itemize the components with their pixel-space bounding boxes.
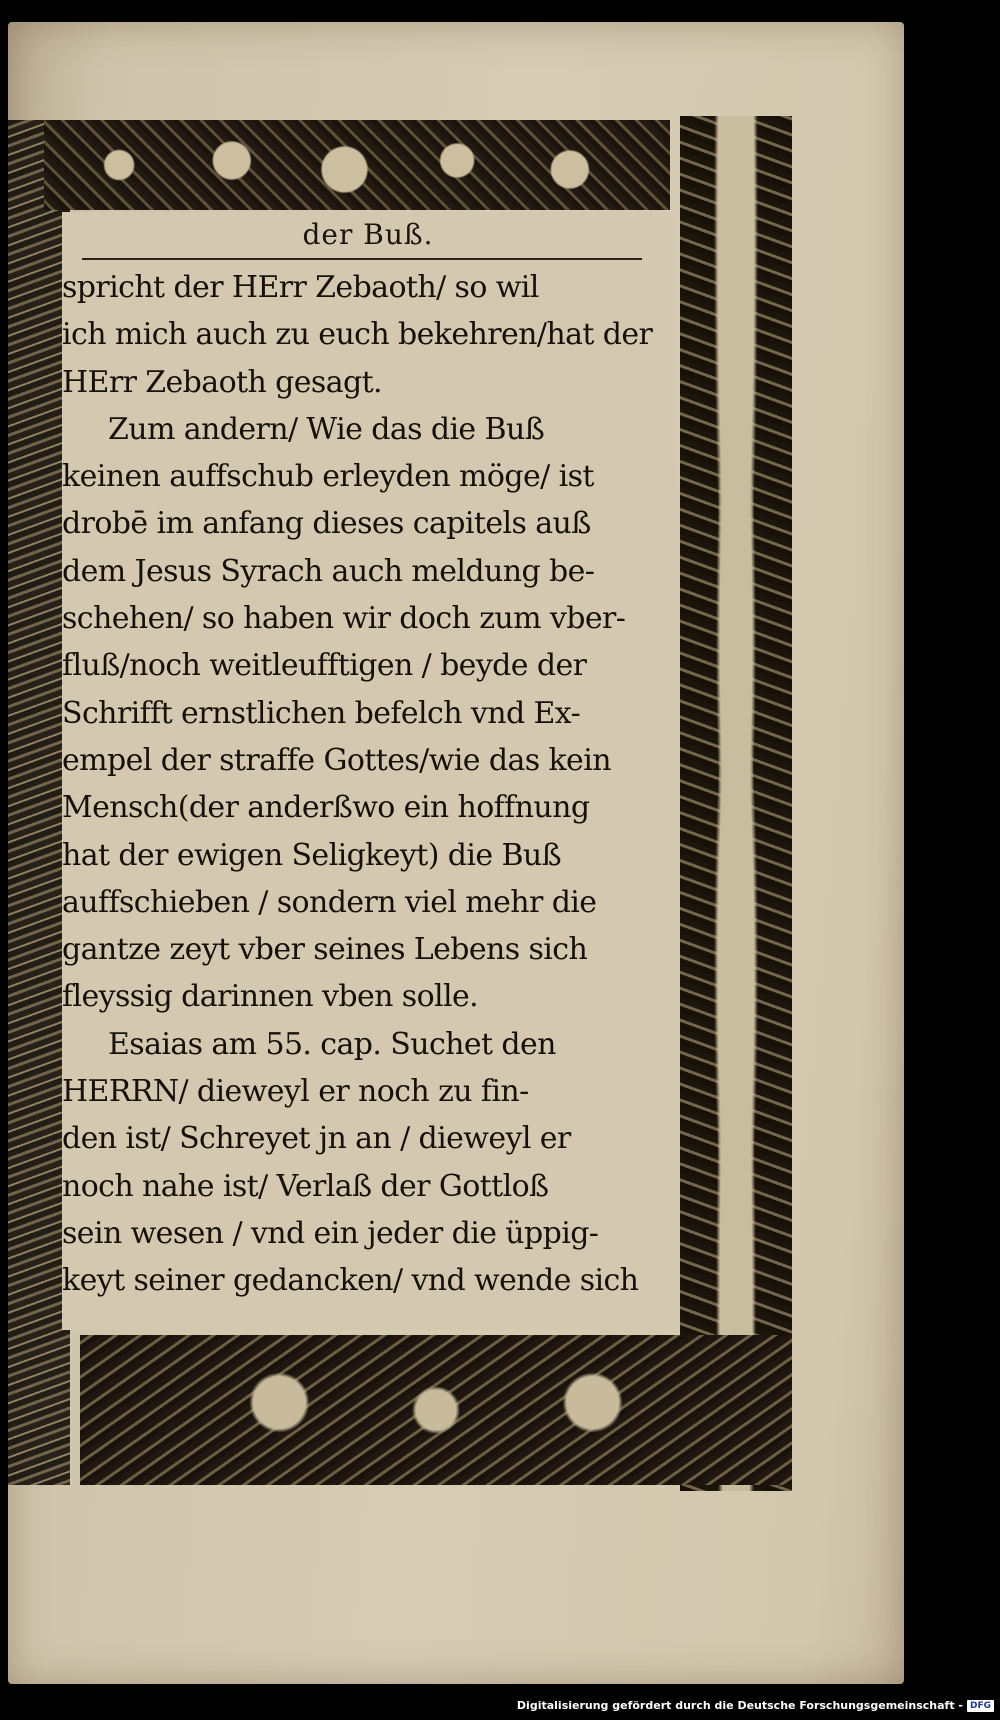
text-line: Esaias am 55. cap. Suchet den	[108, 1026, 556, 1062]
left-ornament-border	[8, 120, 70, 1485]
text-line: dem Jesus Syrach auch meldung be-	[62, 553, 595, 589]
text-line: hat der ewigen Seligkeyt) die Buß	[62, 837, 562, 873]
text-line: fluß/noch weitleufftigen / beyde der	[62, 648, 587, 684]
dfg-logo: DFG	[967, 1700, 994, 1712]
text-line: fleyssig darinnen vben solle.	[62, 979, 479, 1015]
text-line: empel der straffe Gottes/wie das kein	[62, 742, 611, 778]
top-ornament-band	[44, 120, 670, 210]
bottom-ornament-band	[80, 1335, 792, 1485]
text-line: auffschieben / sondern viel mehr die	[62, 884, 597, 920]
running-header: der Buß.	[302, 218, 434, 251]
text-line: Mensch(der anderßwo ein hoffnung	[62, 790, 590, 826]
text-line: noch nahe ist/ Verlaß der Gottloß	[62, 1168, 549, 1204]
text-line: HERRN/ dieweyl er noch zu fin-	[62, 1074, 529, 1110]
text-line: schehen/ so haben wir doch zum vber-	[62, 601, 626, 637]
text-block	[62, 212, 674, 1330]
text-line: Schrifft ernstlichen befelch vnd Ex-	[62, 695, 581, 731]
text-line: gantze zeyt vber seines Lebens sich	[62, 932, 588, 968]
header-rule	[82, 258, 642, 260]
text-line: keyt seiner gedancken/ vnd wende sich	[62, 1263, 639, 1299]
right-ornament-border	[680, 116, 792, 1491]
text-line: ich mich auch zu euch bekehren/hat der	[62, 317, 653, 353]
text-line: sein wesen / vnd ein jeder die üppig-	[62, 1215, 599, 1251]
footer-text: Digitalisierung gefördert durch die Deutsche Forschungsgemeinschaft -	[516, 1699, 963, 1712]
text-line: den ist/ Schreyet jn an / dieweyl er	[62, 1121, 571, 1157]
text-line: spricht der HErr Zebaoth/ so wil	[62, 270, 539, 305]
text-lines	[62, 264, 674, 1305]
text-line: HErr Zebaoth gesagt.	[62, 364, 382, 400]
text-line: Zum andern/ Wie das die Buß	[108, 411, 545, 447]
text-line: drobē im anfang dieses capitels auß	[62, 506, 591, 542]
footer-credit	[517, 1699, 994, 1712]
text-line: keinen auffschub erleyden möge/ ist	[62, 459, 594, 495]
